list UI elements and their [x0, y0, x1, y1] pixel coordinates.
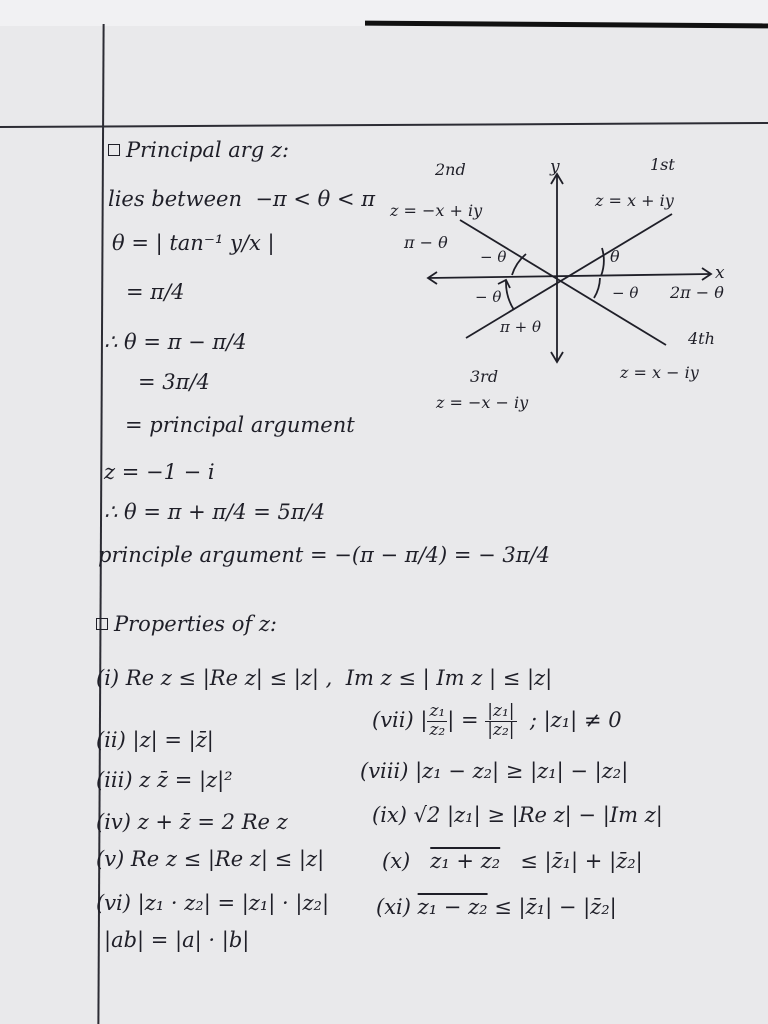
property-xi-index: (xi) — [376, 895, 411, 919]
principal-heading-text: Principal arg z: — [126, 138, 290, 162]
z-q3-label: z = −x − iy — [436, 393, 529, 412]
property-iv: (iv) z + z̄ = 2 Re z — [96, 810, 288, 834]
property-vi-b: |ab| = |a| · |b| — [104, 928, 250, 952]
argand-diagram — [380, 150, 760, 420]
fraction-z1-over-z2: $\frac{\text{z₁}}{\text{z₂}}$ — [429, 701, 446, 740]
z-q1-label: z = x + iy — [595, 191, 674, 210]
bullet-icon — [96, 618, 108, 630]
angle-q4-label: 2π − θ — [670, 283, 724, 302]
property-iii: (iii) z z̄ = |z|² — [96, 768, 233, 792]
property-vi: (vi) |z₁ · z₂| = |z₁| · |z₂| — [96, 891, 330, 915]
z-q4-label: z = x − iy — [620, 363, 699, 382]
property-vii: (vii) | $\frac{\text{z₁}}{\text{z₂}}$ | = $\frac{\text{|z₁|}}{\text{|z₂|}}$ ; |z₁| ≠ 0 — [372, 701, 622, 740]
line-pi-over-4: = π/4 — [126, 280, 185, 304]
angle-arc-neg-theta-left — [512, 254, 526, 275]
line-theta-def: θ = | tan⁻¹ y/x | — [112, 231, 275, 255]
quad-4th: 4th — [688, 329, 715, 348]
property-x — [382, 851, 643, 872]
neg-theta-right: − θ — [612, 284, 639, 302]
angle-q2-label: π − θ — [404, 233, 448, 252]
property-vii-index: (vii) — [372, 707, 414, 732]
axis-x-label: x — [715, 263, 725, 283]
fraction-modz1-over-modz2: $\frac{\text{|z₁|}}{\text{|z₂|}}$ — [487, 701, 515, 740]
line-z-example: z = −1 − i — [104, 460, 215, 484]
z-q2-label: z = −x + iy — [390, 201, 483, 220]
property-x-index: (x) — [382, 849, 411, 873]
line-range: lies between −π < θ < π — [108, 187, 376, 211]
line-principle-argument-result: principle argument = −(π − π/4) = − 3π/4 — [98, 543, 551, 567]
diagonal-line-2 — [466, 214, 672, 338]
angle-arrow-icon — [498, 280, 510, 288]
property-i: (i) Re z ≤ |Re z| ≤ |z| , Im z ≤ | Im z | ≤ |z| — [96, 666, 553, 690]
diagonal-line-1 — [460, 220, 666, 345]
neg-theta-lower-left: − θ — [475, 288, 502, 306]
property-x-lhs: z₁ + z₂ — [430, 849, 501, 873]
angle-arc-theta — [601, 248, 604, 276]
angle-arc-neg-theta-right — [594, 278, 600, 298]
axis-y-label: y — [550, 157, 560, 177]
line-3pi-over-4: = 3π/4 — [138, 370, 210, 394]
property-x-rhs: ≤ |z̄₁| + |z̄₂| — [520, 849, 643, 873]
properties-heading-text: Properties of z: — [114, 612, 277, 636]
quad-2nd: 2nd — [435, 160, 466, 179]
property-vii-condition: ; |z₁| ≠ 0 — [529, 707, 622, 732]
quad-1st: 1st — [650, 155, 675, 174]
property-viii: (viii) |z₁ − z₂| ≥ |z₁| − |z₂| — [360, 759, 629, 783]
property-v: (v) Re z ≤ |Re z| ≤ |z| — [96, 847, 325, 871]
neg-theta-upper-left: − θ — [480, 248, 507, 266]
header-rule — [0, 122, 768, 128]
margin-line — [97, 24, 104, 1024]
quad-3rd: 3rd — [470, 367, 499, 386]
property-ii: (ii) |z| = |z̄| — [96, 728, 214, 752]
property-ix: (ix) √2 |z₁| ≥ |Re z| − |Im z| — [372, 803, 663, 827]
property-xi — [376, 897, 617, 918]
angle-arc-pi-plus-theta — [506, 281, 514, 310]
property-xi-rhs: ≤ |z̄₁| − |z̄₂| — [494, 895, 617, 919]
angle-q3-label: π + θ — [500, 318, 541, 336]
angle-q1-label: θ — [610, 247, 620, 266]
line-theta-pi-plus: ∴ θ = π + π/4 = 5π/4 — [104, 500, 326, 524]
property-xi-lhs: z₁ − z₂ — [417, 895, 488, 919]
section-heading-properties — [96, 614, 277, 635]
line-principal-argument: = principal argument — [125, 413, 355, 437]
line-theta-pi-minus: ∴ θ = π − π/4 — [104, 330, 247, 354]
bullet-icon — [108, 144, 120, 156]
section-heading-principal — [108, 140, 289, 161]
